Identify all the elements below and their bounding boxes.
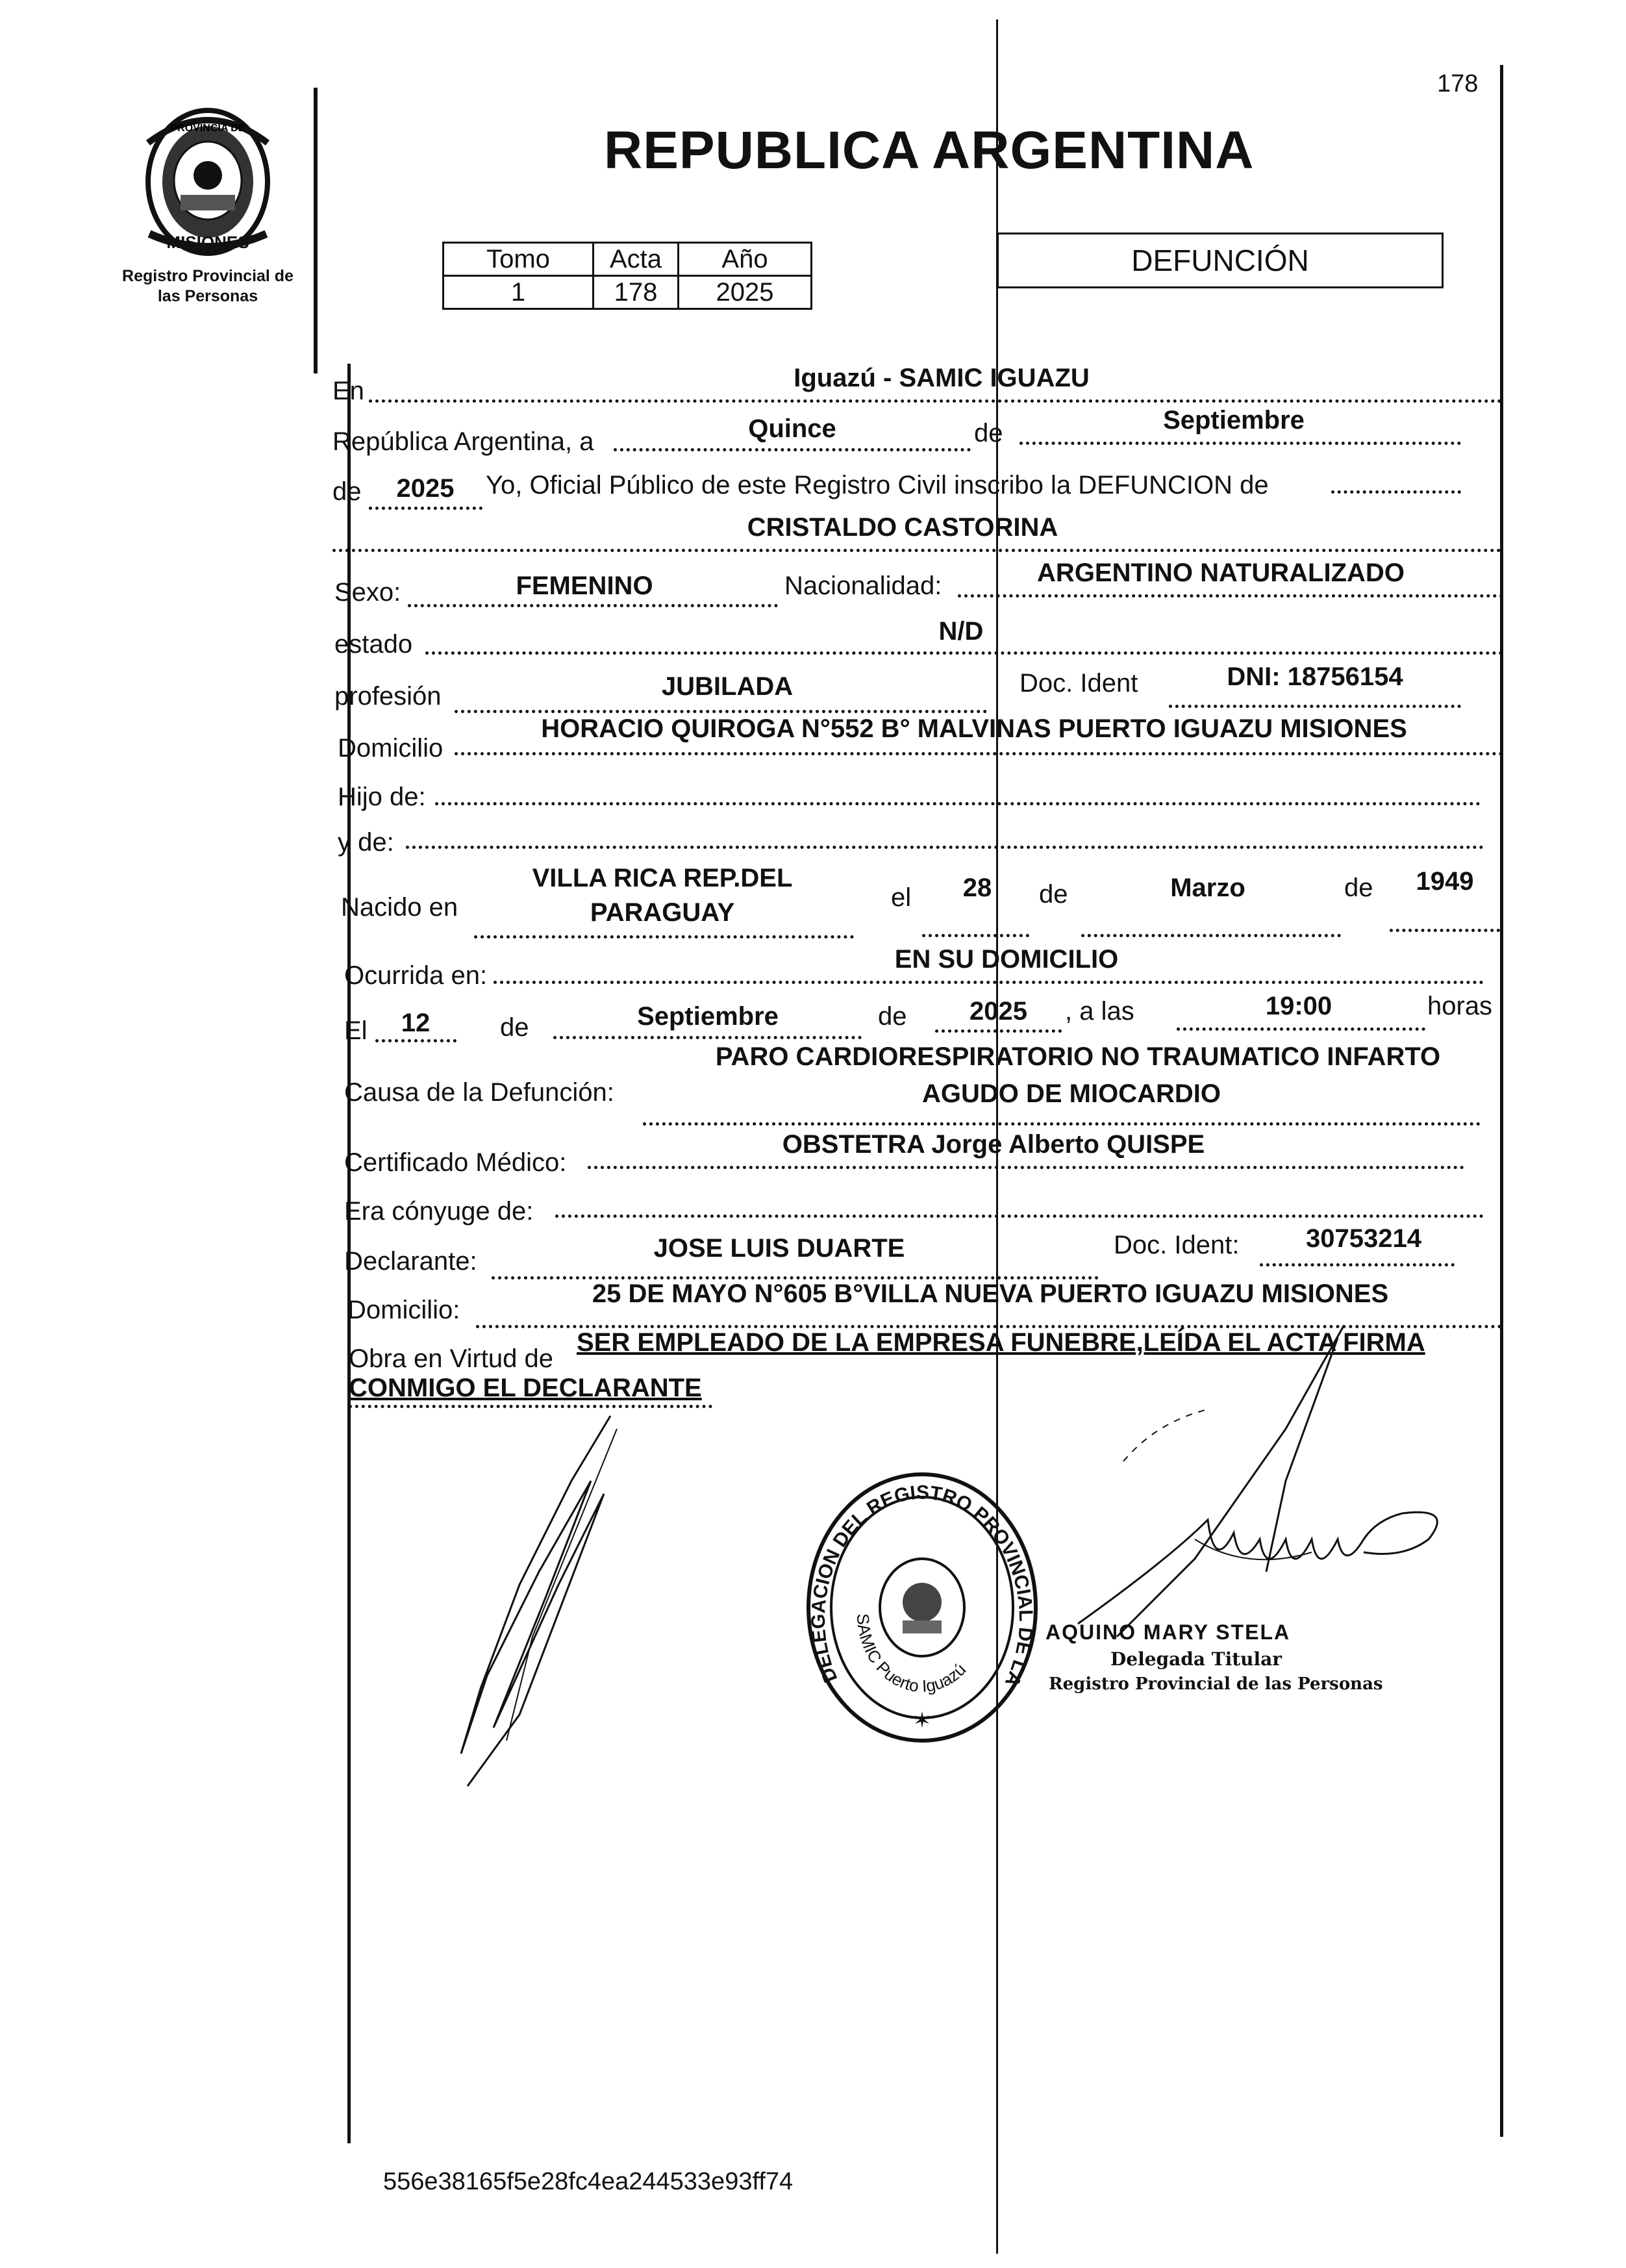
de-d2-label: de xyxy=(878,1002,907,1031)
alas-label: , a las xyxy=(1065,997,1134,1026)
certificado-line xyxy=(588,1166,1464,1169)
nacionalidad-line xyxy=(958,594,1503,598)
official-role: Delegada Titular xyxy=(1110,1648,1282,1670)
el-label: el xyxy=(891,883,912,912)
estado-line xyxy=(425,651,1503,655)
causa-line1: PARO CARDIORESPIRATORIO NO TRAUMATICO INFARTO xyxy=(715,1042,1441,1071)
declarante-label: Declarante: xyxy=(344,1247,477,1276)
en-label: En xyxy=(332,377,364,405)
profesion-label: profesión xyxy=(334,682,442,711)
death-day-line xyxy=(375,1039,457,1042)
decl-doc-line xyxy=(1260,1263,1455,1266)
day-line xyxy=(614,448,971,451)
horas-label: horas xyxy=(1427,992,1493,1020)
doc-line xyxy=(1169,705,1461,708)
sexo-line xyxy=(408,604,778,607)
birth-day-line xyxy=(922,934,1029,937)
ocurrida-label: Ocurrida en: xyxy=(344,961,488,990)
sexo-value: FEMENINO xyxy=(516,572,653,600)
svg-text:✶: ✶ xyxy=(912,1708,932,1733)
logo-text-top: PROVINCIA DE xyxy=(170,123,245,134)
nacido-line xyxy=(474,935,854,939)
de-b2-label: de xyxy=(1344,874,1373,902)
registry-caption-line2: las Personas xyxy=(157,287,258,305)
tomo-value: 1 xyxy=(444,276,594,309)
obra-line1: SER EMPLEADO DE LA EMPRESA FUNEBRE,LEÍDA EL ACTA FIRMA xyxy=(577,1328,1425,1357)
certificado-value: OBSTETRA Jorge Alberto QUISPE xyxy=(782,1130,1205,1159)
domicilio-label: Domicilio xyxy=(338,734,444,762)
year-line xyxy=(369,507,482,510)
decl-doc-value: 30753214 xyxy=(1306,1224,1421,1253)
sexo-label: Sexo: xyxy=(334,578,401,607)
en-line xyxy=(369,399,1502,403)
el2-label: El xyxy=(344,1016,368,1045)
profesion-value: JUBILADA xyxy=(661,672,794,701)
death-month: Septiembre xyxy=(637,1002,779,1031)
republica-label: República Argentina, a xyxy=(332,427,594,456)
document-hash: 556e38165f5e28fc4ea244533e93ff74 xyxy=(383,2168,794,2195)
birth-day: 28 xyxy=(962,874,992,902)
page-number: 178 xyxy=(1437,70,1479,97)
doc-value: DNI: 18756154 xyxy=(1227,662,1403,691)
birth-month: Marzo xyxy=(1170,874,1245,902)
nacionalidad-value: ARGENTINO NATURALIZADO xyxy=(1037,559,1405,587)
deceased-name: CRISTALDO CASTORINA xyxy=(747,513,1058,542)
page-title: REPUBLICA ARGENTINA xyxy=(604,121,1255,180)
de-label-2: de xyxy=(332,477,362,506)
death-year: 2025 xyxy=(969,997,1027,1026)
record-type-box: DEFUNCIÓN xyxy=(997,233,1444,288)
death-time: 19:00 xyxy=(1265,992,1332,1020)
nacionalidad-label: Nacionalidad: xyxy=(784,572,942,600)
estado-label: estado xyxy=(334,630,413,659)
doc-label: Doc. Ident xyxy=(1019,669,1138,698)
acta-header: Acta xyxy=(594,243,679,276)
right-margin-line xyxy=(1500,65,1503,2137)
hijo-line xyxy=(435,802,1481,805)
domicilio-value: HORACIO QUIROGA N°552 B° MALVINAS PUERTO IGUAZU MISIONES xyxy=(541,714,1407,743)
estado-value: N/D xyxy=(938,617,984,646)
causa-line2: AGUDO DE MIOCARDIO xyxy=(922,1079,1221,1108)
official-name: AQUINO MARY STELA xyxy=(1045,1620,1291,1644)
obra-label: Obra en Virtud de xyxy=(349,1344,554,1373)
official-seal xyxy=(799,1465,1045,1750)
tomo-header: Tomo xyxy=(444,243,594,276)
birth-year: 1949 xyxy=(1416,867,1474,896)
year-value: 2025 xyxy=(396,474,455,503)
de-label-1: de xyxy=(974,419,1003,447)
registry-caption xyxy=(104,266,312,307)
ocurrida-value: EN SU DOMICILIO xyxy=(894,945,1119,974)
domicilio-line xyxy=(455,752,1503,755)
nacido-line1: VILLA RICA REP.DEL xyxy=(532,864,793,892)
causa-line xyxy=(643,1122,1481,1126)
nacido-line2: PARAGUAY xyxy=(590,898,735,927)
yde-label: y de: xyxy=(338,828,394,857)
anio-header: Año xyxy=(679,243,812,276)
month-text: Septiembre xyxy=(1163,406,1305,435)
de-d1-label: de xyxy=(500,1013,529,1042)
death-month-line xyxy=(553,1036,862,1039)
day-text: Quince xyxy=(748,414,836,443)
conyuge-line xyxy=(555,1215,1484,1218)
seal-text: DELEGACION DEL REGISTRO PROVINCIAL DE LA xyxy=(807,1481,1037,1690)
seal-inner-text: SAMIC Puerto Iguazú xyxy=(853,1613,970,1696)
birth-year-line xyxy=(1390,929,1500,932)
registry-caption-line1: Registro Provincial de xyxy=(122,267,294,285)
officer-statement: Yo, Oficial Público de este Registro Civil inscribo la DEFUNCION de xyxy=(486,471,1269,499)
birth-month-line xyxy=(1081,934,1341,937)
record-table xyxy=(442,242,812,310)
death-day: 12 xyxy=(401,1009,431,1037)
anio-value: 2025 xyxy=(679,276,812,309)
profesion-line xyxy=(455,710,987,713)
causa-label: Causa de la Defunción: xyxy=(344,1078,614,1107)
province-logo xyxy=(130,104,286,260)
left-margin-line xyxy=(314,88,318,373)
death-time-line xyxy=(1177,1027,1425,1031)
declarant-signature xyxy=(442,1403,649,1793)
de-b1-label: de xyxy=(1039,880,1068,909)
officer-line xyxy=(1331,490,1461,494)
decl-domicilio-value: 25 DE MAYO N°605 B°VILLA NUEVA PUERTO IGUAZU MISIONES xyxy=(592,1279,1389,1308)
certificado-label: Certificado Médico: xyxy=(344,1148,567,1177)
logo-text-bottom: MISIONES xyxy=(166,233,249,252)
death-year-line xyxy=(935,1029,1062,1033)
acta-value: 178 xyxy=(594,276,679,309)
declarante-value: JOSE LUIS DUARTE xyxy=(653,1234,905,1263)
ocurrida-line xyxy=(494,981,1484,984)
decl-doc-label: Doc. Ident: xyxy=(1114,1231,1240,1259)
place-value: Iguazú - SAMIC IGUAZU xyxy=(794,364,1090,392)
official-signature xyxy=(1039,1325,1494,1650)
name-line xyxy=(332,549,1501,552)
decl-domicilio-label: Domicilio: xyxy=(347,1296,460,1324)
obra-line2: CONMIGO EL DECLARANTE xyxy=(349,1374,702,1402)
official-office: Registro Provincial de las Personas xyxy=(1049,1674,1383,1694)
hijo-label: Hijo de: xyxy=(338,783,426,811)
month-line xyxy=(1019,442,1461,445)
nacido-label: Nacido en xyxy=(341,893,458,922)
conyuge-label: Era cónyuge de: xyxy=(344,1197,534,1226)
yde-line xyxy=(406,846,1484,849)
